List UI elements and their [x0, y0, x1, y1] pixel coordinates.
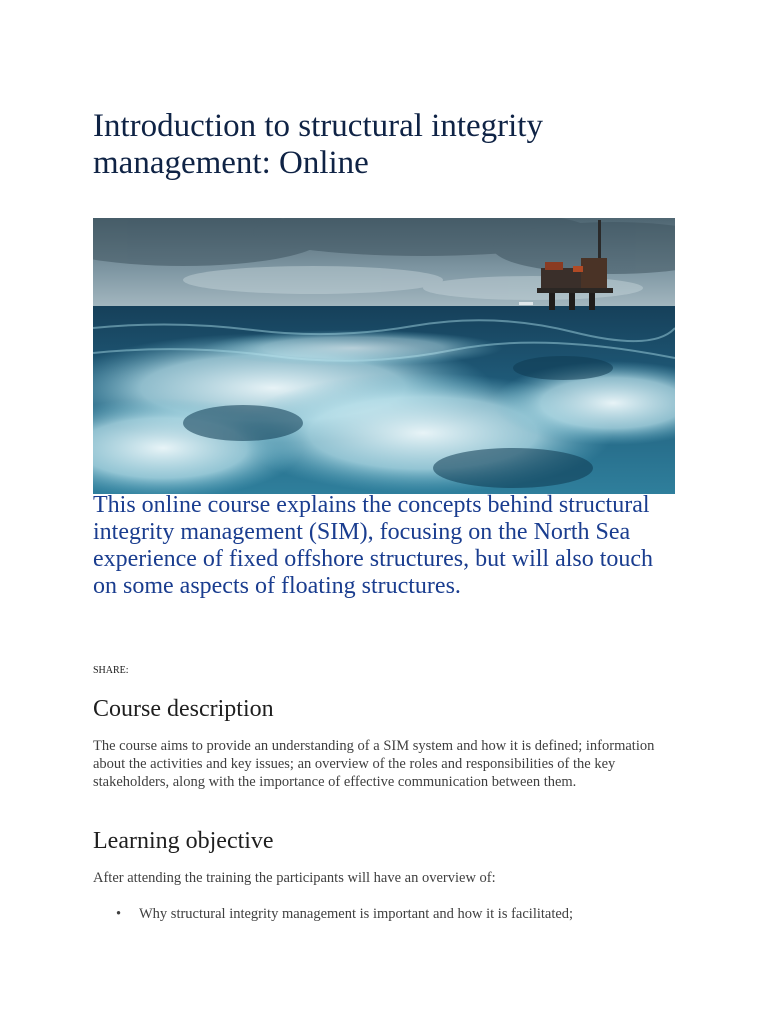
bullet-icon: • — [116, 906, 122, 922]
course-description-text: The course aims to provide an understanding of a SIM system and how it is defined; information about the activities and key issues; an overview of the roles and responsibilities of the key stakeholders, along with the importance of effective communication between them. — [93, 738, 655, 790]
page-title: Introduction to structural integrity management: Online — [93, 108, 543, 181]
course-lead-text: This online course explains the concepts behind structural integrity management (SIM), focusing on the North Sea experience of fixed offshore structures, but will also touch on some aspects of floating structures. — [93, 492, 654, 599]
learning-objective-intro: After attending the training the participants will have an overview of: — [93, 870, 496, 886]
section-heading-course-description: Course description — [93, 696, 274, 722]
share-label: SHARE: — [93, 665, 129, 676]
hero-image-offshore-platform — [93, 218, 675, 494]
list-item-text: Why structural integrity management is important and how it is facilitated; — [139, 906, 574, 922]
sea-platform-illustration — [93, 218, 675, 494]
section-heading-learning-objective: Learning objective — [93, 828, 274, 854]
learning-objective-list — [93, 905, 683, 923]
list-item — [93, 905, 683, 923]
